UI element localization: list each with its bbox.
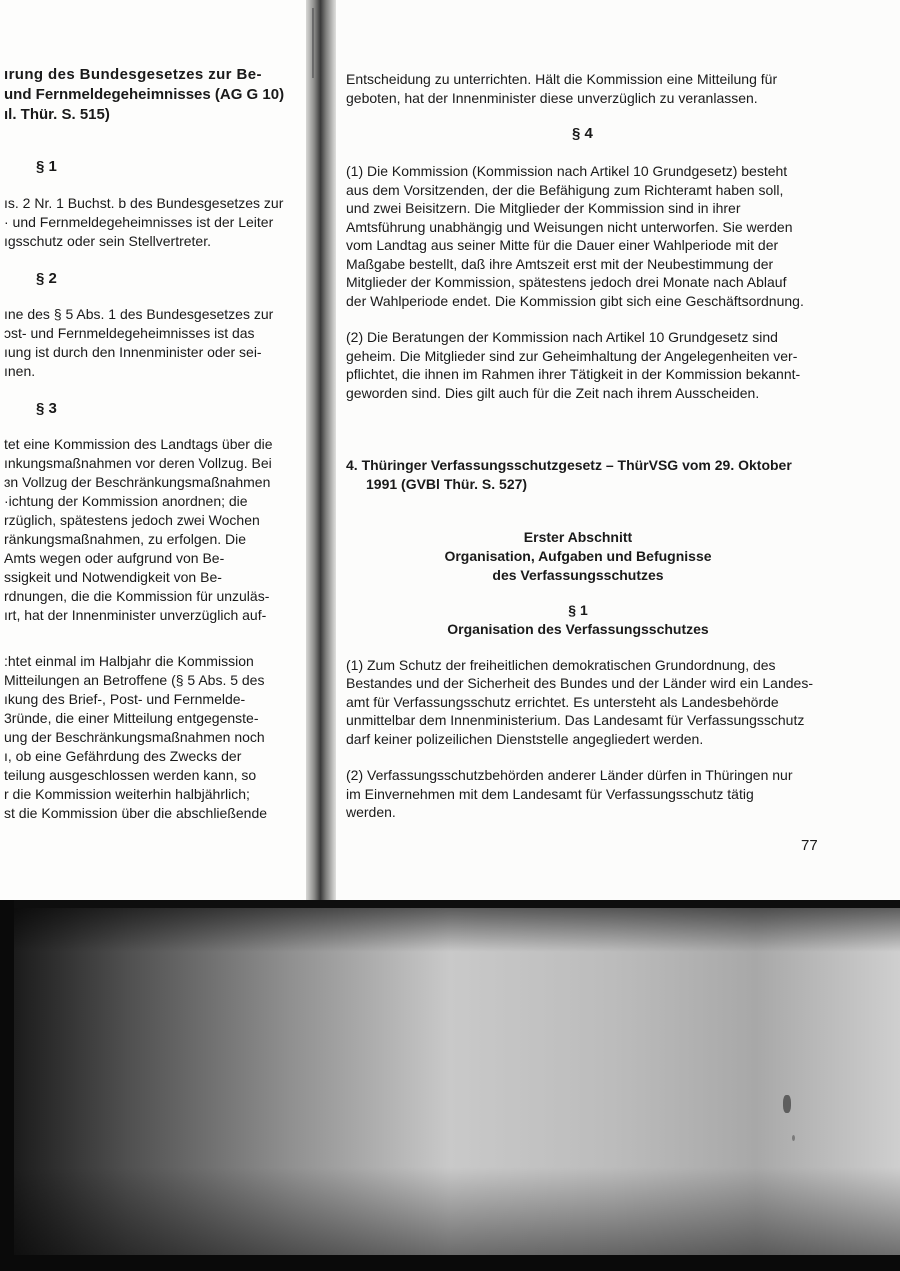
section-title: § 4 <box>572 125 593 142</box>
scanner-edge <box>0 1255 900 1271</box>
law-heading: 4. Thüringer Verfassungsschutzgesetz – ThürVSG vom 29. Oktober <box>346 457 792 473</box>
text-line: geheim. Die Mitglieder sind zur Geheimhaltung der Angelegenheiten ver- <box>346 348 798 364</box>
text-line: (1) Zum Schutz der freiheitlichen demokratischen Grundordnung, des <box>346 657 776 673</box>
text-line: Bestandes und der Sicherheit des Bundes und der Länder wird ein Landes- <box>346 675 813 691</box>
section-title: § 1 <box>36 158 57 175</box>
text-line: :htet einmal im Halbjahr die Kommission <box>4 653 254 669</box>
text-line: geboten, hat der Innenminister diese unverzüglich zu veranlassen. <box>346 90 758 106</box>
text-line: ınen. <box>4 363 36 379</box>
section-subtitle: Organisation des Verfassungsschutzes <box>447 621 709 637</box>
text-line: Mitteilungen an Betroffene (§ 5 Abs. 5 des <box>4 672 265 688</box>
text-line: (2) Die Beratungen der Kommission nach Artikel 10 Grundgesetz sind <box>346 329 778 345</box>
text-line: ı, ob eine Gefährdung des Zwecks der <box>4 748 242 764</box>
part-heading: des Verfassungsschutzes <box>492 567 664 583</box>
left-heading-line: ırung des Bundesgesetzes zur Be- <box>4 66 262 83</box>
text-line: ung der Beschränkungsmaßnahmen noch <box>4 729 265 745</box>
law-heading: 1991 (GVBl Thür. S. 527) <box>366 476 528 492</box>
text-line: ıung ist durch den Innenminister oder sei- <box>4 344 262 360</box>
right-page <box>336 0 900 900</box>
scanner-edge <box>0 900 900 908</box>
text-line: (2) Verfassungsschutzbehörden anderer Länder dürfen in Thüringen nur <box>346 767 793 783</box>
text-line: tet eine Kommission des Landtags über die <box>4 436 273 452</box>
part-heading: Organisation, Aufgaben und Befugnisse <box>444 548 712 564</box>
text-line: darf keiner polizeilichen Dienststelle angegliedert werden. <box>346 731 704 747</box>
dust-speck <box>792 1135 795 1141</box>
text-line: werden. <box>346 804 396 820</box>
text-line: ırt, hat der Innenminister unverzüglich auf- <box>4 607 267 623</box>
text-line: geworden sind. Dies gilt auch für die Zeit nach ihrem Ausscheiden. <box>346 385 760 401</box>
section-title: § 2 <box>36 270 57 287</box>
text-line: und zwei Beisitzern. Die Mitglieder der Kommission sind in ihrer <box>346 200 741 216</box>
text-line: ɜn Vollzug der Beschränkungsmaßnahmen <box>4 474 271 490</box>
text-line: ɔst- und Fernmeldegeheimnisses ist das <box>4 325 255 341</box>
text-line: Amtsführung unabhängig und Weisungen nicht unterworfen. Sie werden <box>346 219 793 235</box>
text-line: ıkung des Brief-, Post- und Fernmelde- <box>4 691 246 707</box>
part-heading: Erster Abschnitt <box>523 529 633 545</box>
text-line: Mitglieder der Kommission, spätestens jedoch drei Monate nach Ablauf <box>346 274 787 290</box>
text-line: st die Kommission über die abschließende <box>4 805 268 821</box>
text-line: unmittelbar dem Innenministerium. Das Landesamt für Verfassungsschutz <box>346 712 805 728</box>
text-line: ıs. 2 Nr. 1 Buchst. b des Bundesgesetzes zur <box>4 195 284 211</box>
text-line: ränkungsmaßnahmen, zu erfolgen. Die <box>4 531 247 547</box>
dust-speck <box>783 1095 791 1113</box>
text-line: (1) Die Kommission (Kommission nach Artikel 10 Grundgesetz) besteht <box>346 163 788 179</box>
left-page <box>0 0 308 900</box>
text-line: · und Fernmeldegeheimnisses ist der Leiter <box>4 214 274 230</box>
text-line: r die Kommission weiterhin halbjährlich; <box>4 786 250 802</box>
left-heading-line: und Fernmeldegeheimnisses (AG G 10) <box>4 86 285 103</box>
text-line: rzüglich, spätestens jedoch zwei Wochen <box>4 512 260 528</box>
text-line: ıgsschutz oder sein Stellvertreter. <box>4 233 211 249</box>
text-line: Maßgabe bestellt, daß ihre Amtszeit erst mit der Neubestimmung der <box>346 256 774 272</box>
book-gutter <box>306 0 336 905</box>
section-title: § 3 <box>36 400 57 417</box>
section-title: § 1 <box>568 602 588 618</box>
text-line: 3ründe, die einer Mitteilung entgegenste- <box>4 710 259 726</box>
text-line: im Einvernehmen mit dem Landesamt für Verfassungsschutz tätig <box>346 786 754 802</box>
left-heading-line: ıl. Thür. S. 515) <box>4 106 110 123</box>
scanner-edge <box>0 900 14 1271</box>
text-line: ssigkeit und Notwendigkeit von Be- <box>4 569 222 585</box>
text-line: ınkungsmaßnahmen vor deren Vollzug. Bei <box>4 455 272 471</box>
text-line: vom Landtag aus seiner Mitte für die Dauer einer Wahlperiode mit der <box>346 237 779 253</box>
fold-line <box>312 8 314 78</box>
text-line: aus dem Vorsitzenden, der die Befähigung zum Richteramt haben soll, <box>346 182 784 198</box>
text-line: der Wahlperiode endet. Die Kommission gibt sich eine Geschäftsordnung. <box>346 293 804 309</box>
text-line: Amts wegen oder aufgrund von Be- <box>4 550 225 566</box>
text-line: teilung ausgeschlossen werden kann, so <box>4 767 257 783</box>
page-number: 77 <box>801 837 818 854</box>
text-line: ıne des § 5 Abs. 1 des Bundesgesetzes zur <box>4 306 274 322</box>
scanner-background <box>0 900 900 1271</box>
text-line: Entscheidung zu unterrichten. Hält die Kommission eine Mitteilung für <box>346 71 778 87</box>
text-line: pflichtet, die ihnen im Rahmen ihrer Tätigkeit in der Kommission bekannt- <box>346 366 801 382</box>
text-line: rdnungen, die die Kommission für unzuläs- <box>4 588 270 604</box>
text-line: amt für Verfassungsschutz errichtet. Es untersteht als Landesbehörde <box>346 694 779 710</box>
text-line: ·ichtung der Kommission anordnen; die <box>4 493 248 509</box>
